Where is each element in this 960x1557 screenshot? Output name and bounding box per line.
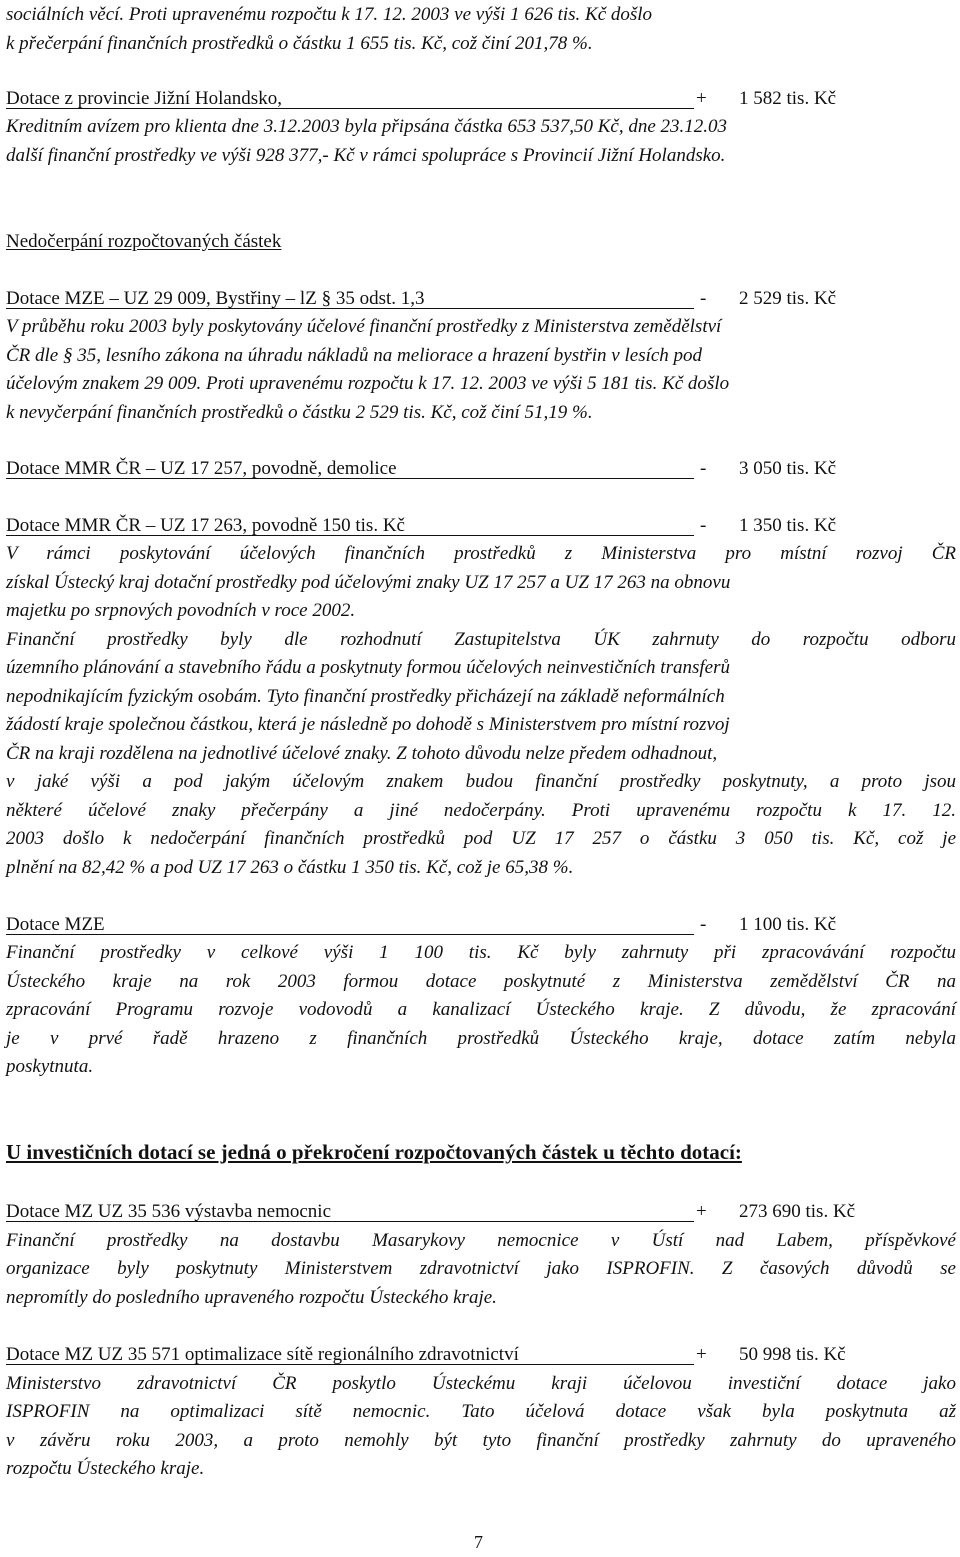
row-label: Dotace MMR ČR – UZ 17 263, povodně 150 tis. Kč [6,515,405,536]
paragraph-line: Kreditním avízem pro klienta dne 3.12.2003 byla připsána částka 653 537,50 Kč, dne 23.12.03 [6,116,728,137]
paragraph-line: účelovým znakem 29 009. Proti upravenému rozpočtu k 17. 12. 2003 ve výši 5 181 tis. Kč došlo [6,373,730,394]
paragraph-line: územního plánování a stavebního řádu a poskytnuty formou účelových neinvestičních transferů [6,657,730,678]
paragraph-line: plnění na 82,42 % a pod UZ 17 263 o částku 1 350 tis. Kč, což je 65,38 %. [6,857,574,878]
row-sign: + [696,1201,707,1222]
row-label: Dotace MMR ČR – UZ 17 257, povodně, demolice [6,458,397,479]
paragraph-line: majetku po srpnových povodních v roce 2002. [6,600,356,621]
paragraph-line: zpracování Programu rozvoje vodovodů a kanalizací Ústeckého kraje. Z důvodu, že zpracování [6,999,956,1020]
row-label: Dotace z provincie Jižní Holandsko, [6,88,282,109]
row-amount: 1 582 tis. Kč [739,88,837,109]
page-number: 7 [474,1532,483,1552]
row-label: Dotace MZE – UZ 29 009, Bystřiny – lZ § 35 odst. 1,3 [6,288,425,309]
row-amount: 3 050 tis. Kč [739,458,837,479]
paragraph-line: je v prvé řadě hrazeno z finančních prostředků Ústeckého kraje, dotace zatím nebyla [6,1028,956,1049]
row-sign: - [700,914,707,935]
paragraph-line: poskytnuta. [6,1056,94,1077]
row-amount: 1 350 tis. Kč [739,515,837,536]
row-sign: - [700,458,707,479]
row-sign: + [696,88,707,109]
paragraph-line: organizace byly poskytnuty Ministerstvem zdravotnictví jako ISPROFIN. Z časových důvodů se [6,1258,956,1279]
paragraph-line: žádostí kraje společnou částkou, která je následně po dohodě s Ministerstvem pro místní rozvoj [6,714,730,735]
paragraph-line: Ministerstvo zdravotnictví ČR poskytlo Ústeckému kraji účelovou investiční dotace jako [6,1373,956,1394]
section-heading: Nedočerpání rozpočtovaných částek [6,231,282,252]
paragraph-line: v závěru roku 2003, a proto nemohly být tyto finanční prostředky zahrnuty do upraveného [6,1430,956,1451]
row-amount: 2 529 tis. Kč [739,288,837,309]
row-amount: 1 100 tis. Kč [739,914,837,935]
row-amount: 273 690 tis. Kč [739,1201,856,1222]
paragraph-line: Ústeckého kraje na rok 2003 formou dotace poskytnuté z Ministerstva zemědělství ČR na [6,971,956,992]
paragraph-line: rozpočtu Ústeckého kraje. [6,1458,205,1479]
paragraph-line: ISPROFIN na optimalizaci sítě nemocnic. Tato účelová dotace však byla poskytnuta až [6,1401,956,1422]
paragraph-line: Finanční prostředky byly dle rozhodnutí Zastupitelstva ÚK zahrnuty do rozpočtu odboru [6,629,956,650]
paragraph-line: ČR dle § 35, lesního zákona na úhradu nákladů na meliorace a hrazení bystřin v lesích pod [6,345,703,366]
paragraph-line: k přečerpání finančních prostředků o částku 1 655 tis. Kč, což činí 201,78 %. [6,33,593,54]
row-amount: 50 998 tis. Kč [739,1344,846,1365]
row-label: Dotace MZ UZ 35 571 optimalizace sítě regionálního zdravotnictví [6,1344,519,1365]
paragraph-line: V průběhu roku 2003 byly poskytovány účelové finanční prostředky z Ministerstva zemědělství [6,316,722,337]
row-label: Dotace MZ UZ 35 536 výstavba nemocnic [6,1201,332,1222]
underline-rule [6,934,694,935]
section-heading: U investičních dotací se jedná o překročení rozpočtovaných částek u těchto dotací: [6,1140,742,1164]
paragraph-line: ČR na kraji rozdělena na jednotlivé účelové znaky. Z tohoto důvodu nelze předem odhadnout, [6,743,718,764]
paragraph-line: Finanční prostředky na dostavbu Masarykovy nemocnice v Ústí nad Labem, příspěvkové [6,1230,956,1251]
row-sign: - [700,288,707,309]
paragraph-line: získal Ústecký kraj dotační prostředky pod účelovými znaky UZ 17 257 a UZ 17 263 na obnovu [6,572,731,593]
paragraph-line: nepromítly do posledního upraveného rozpočtu Ústeckého kraje. [6,1287,497,1308]
paragraph-line: 2003 došlo k nedočerpání finančních prostředků pod UZ 17 257 o částku 3 050 tis. Kč, což je [6,828,956,849]
paragraph-line: nepodnikajícím fyzickým osobám. Tyto finanční prostředky přicházejí na základě neformálních [6,686,725,707]
paragraph-line: další finanční prostředky ve výši 928 377,- Kč v rámci spolupráce s Provincií Jižní Holandsko. [6,145,726,166]
paragraph-line: V rámci poskytování účelových finančních prostředků z Ministerstva pro místní rozvoj ČR [6,543,956,564]
row-label: Dotace MZE [6,914,105,935]
paragraph-line: Finanční prostředky v celkové výši 1 100 tis. Kč byly zahrnuty při zpracovávání rozpočtu [6,942,956,963]
paragraph-line: sociálních věcí. Proti upravenému rozpočtu k 17. 12. 2003 ve výši 1 626 tis. Kč došlo [6,4,653,25]
row-sign: - [700,515,707,536]
paragraph-line: v jaké výši a pod jakým účelovým znakem budou finanční prostředky poskytnuty, a proto jsou [6,771,956,792]
row-sign: + [696,1344,707,1365]
paragraph-line: k nevyčerpání finančních prostředků o částku 2 529 tis. Kč, což činí 51,19 %. [6,402,593,423]
paragraph-line: některé účelové znaky přečerpány a jiné nedočerpány. Proti upravenému rozpočtu k 17. 12. [6,800,956,821]
